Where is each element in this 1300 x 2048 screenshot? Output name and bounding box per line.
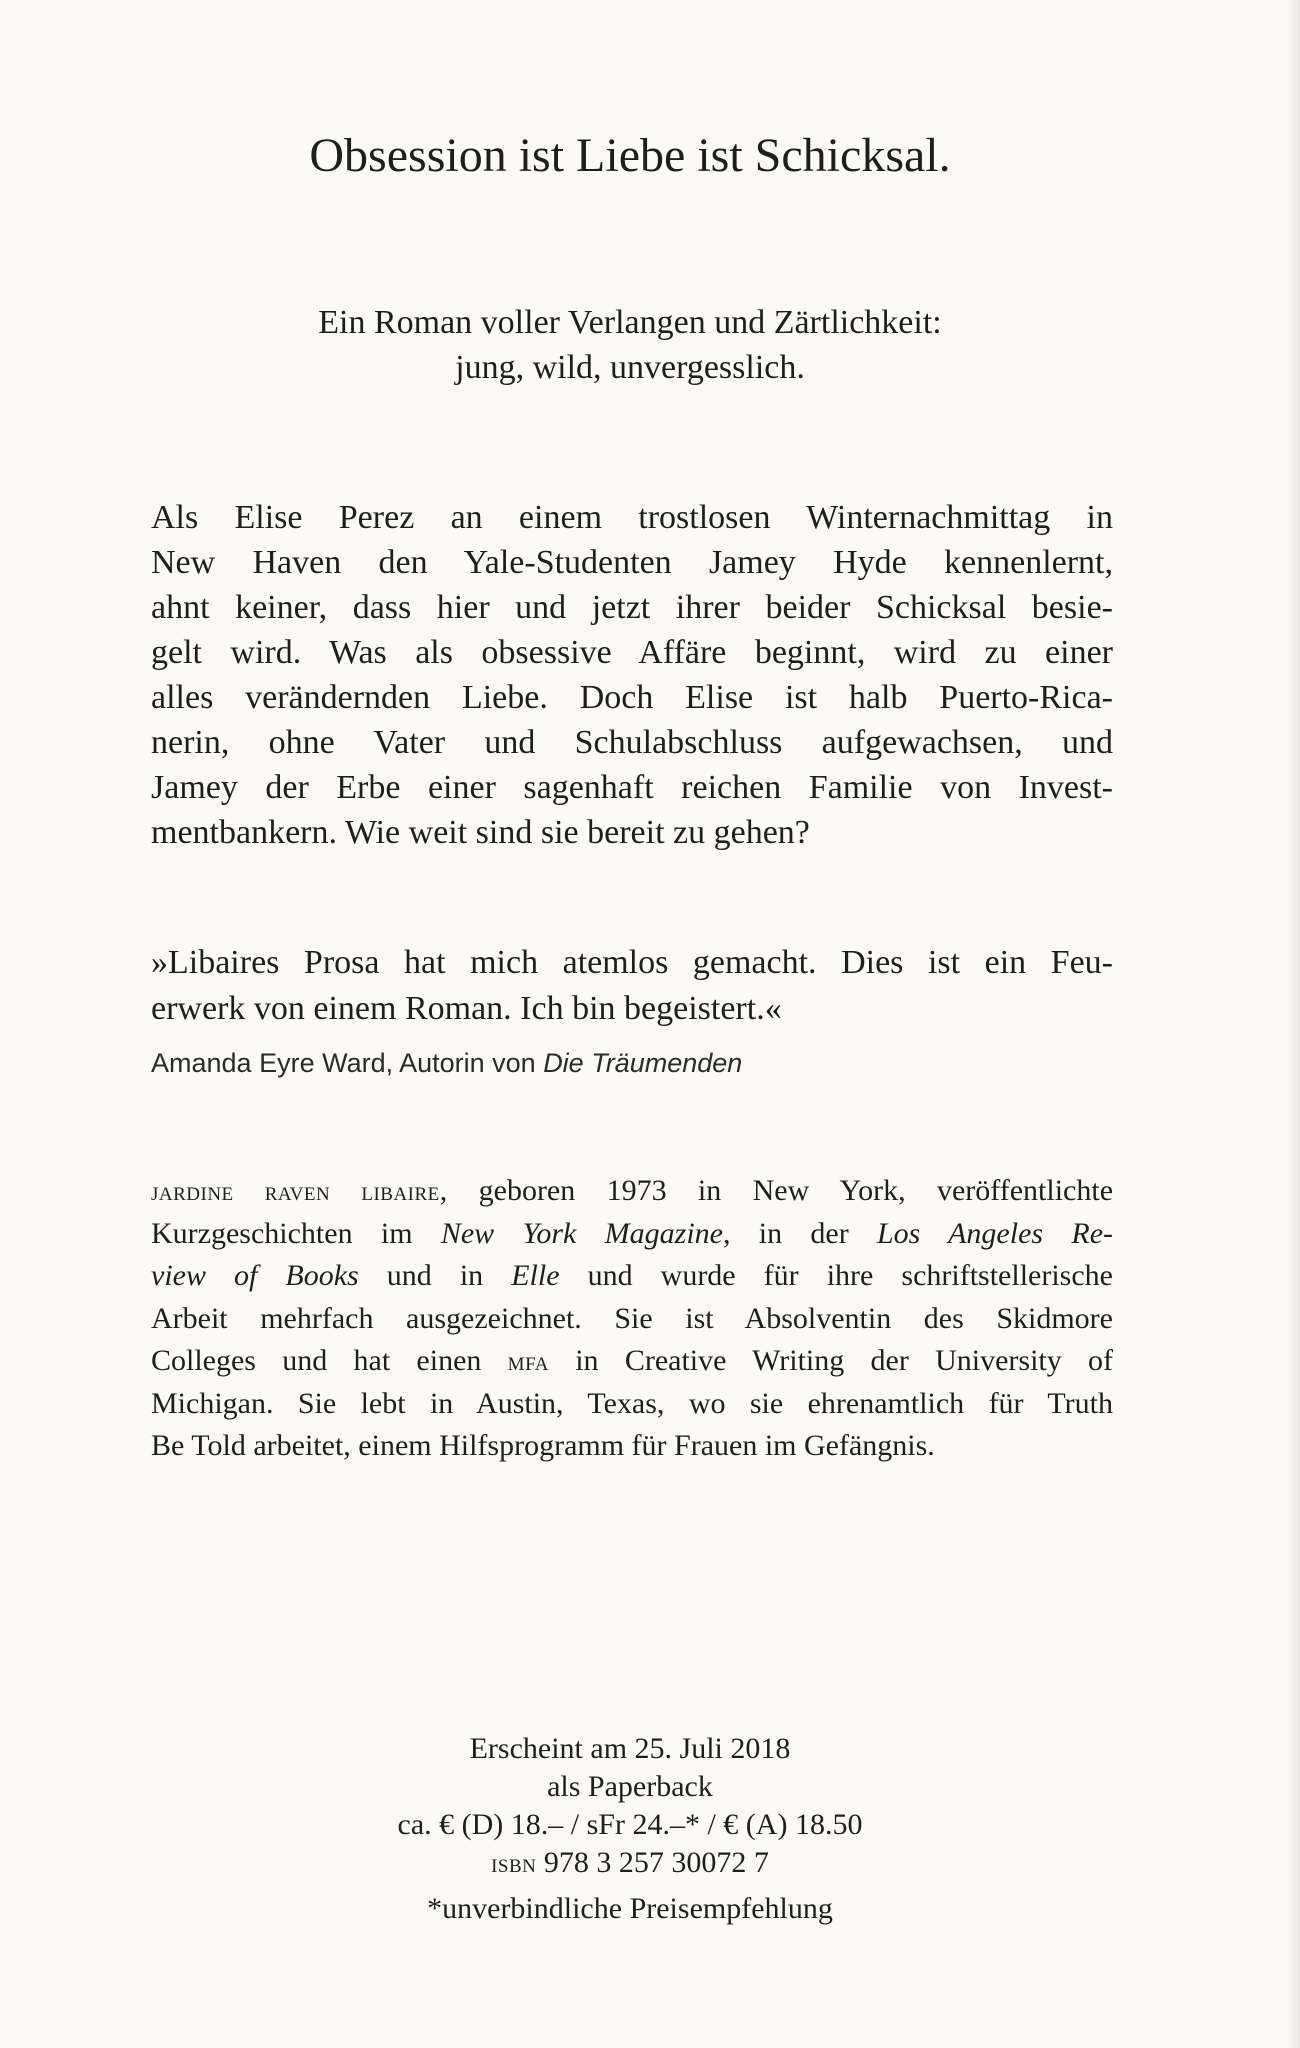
synopsis-line: alles verändernden Liebe. Doch Elise ist halb Puerto-Rica-	[151, 679, 1113, 716]
headline: Obsession ist Liebe ist Schicksal.	[309, 129, 951, 182]
review-quote	[151, 940, 1113, 1032]
format: als Paperback	[547, 1770, 713, 1803]
synopsis-line: New Haven den Yale-Studenten Jamey Hyde kennenlernt,	[151, 544, 1113, 581]
page-edge-shadow	[1286, 0, 1300, 2048]
isbn-number: 978 3 257 30072 7	[536, 1846, 769, 1879]
bio-text: Colleges und hat einen	[151, 1344, 508, 1377]
tagline-line-1: Ein Roman voller Verlangen und Zärtlichkeit:	[318, 304, 942, 341]
bio-line	[151, 1340, 1113, 1383]
bio-line	[151, 1213, 1113, 1256]
degree-abbr: mfa	[507, 1346, 549, 1376]
tagline-line-2: jung, wild, unvergesslich.	[455, 349, 805, 386]
author-name: jardine raven libaire	[151, 1176, 440, 1206]
isbn	[0, 1844, 1260, 1882]
bio-text: , in der	[722, 1216, 877, 1250]
quote-attribution	[151, 1046, 742, 1080]
isbn-label: isbn	[491, 1848, 537, 1878]
synopsis-line: gelt wird. Was als obsessive Affäre beginnt, wird zu einer	[151, 634, 1113, 671]
bio-line	[151, 1255, 1113, 1298]
bio-line	[151, 1170, 1113, 1213]
release-date: Erscheint am 25. Juli 2018	[469, 1732, 791, 1765]
synopsis-line: Jamey der Erbe einer sagenhaft reichen Familie von Invest-	[151, 769, 1113, 806]
quote-line-2: erwerk von einem Roman. Ich bin begeistert.«	[151, 990, 782, 1027]
price-note: *unverbindliche Preisempfehlung	[427, 1892, 833, 1925]
synopsis-line: ahnt keiner, dass hier und jetzt ihrer beider Schicksal besie-	[151, 589, 1113, 626]
attribution-author: Amanda Eyre Ward, Autorin von	[151, 1048, 544, 1078]
magazine-title: view of Books	[151, 1259, 359, 1292]
bio-text: und in	[358, 1259, 512, 1292]
synopsis-line: mentbankern. Wie weit sind sie bereit zu gehen?	[151, 814, 810, 851]
publication-info	[0, 1730, 1260, 1928]
synopsis-line: nerin, ohne Vater und Schulabschluss aufgewachsen, und	[151, 724, 1113, 761]
bio-text: , geboren 1973 in New York, veröffentlichte	[439, 1174, 1114, 1207]
author-bio	[151, 1170, 1113, 1468]
synopsis-line: Als Elise Perez an einem trostlosen Winternachmittag in	[151, 499, 1113, 536]
magazine-title: Los Angeles Re-	[877, 1216, 1113, 1250]
synopsis-paragraph	[151, 495, 1113, 855]
quote-line-1: »Libaires Prosa hat mich atemlos gemacht. Dies ist ein Feu-	[151, 944, 1113, 981]
bio-text: in Creative Writing der University of	[548, 1344, 1114, 1377]
bio-line: Be Told arbeitet, einem Hilfsprogramm für Frauen im Gefängnis.	[151, 1429, 935, 1462]
bio-line: Michigan. Sie lebt in Austin, Texas, wo sie ehrenamtlich für Truth	[151, 1386, 1113, 1420]
attribution-book-title: Die Träumenden	[543, 1048, 743, 1078]
magazine-title: New York Magazine	[440, 1216, 723, 1250]
bio-line: Arbeit mehrfach ausgezeichnet. Sie ist Absolventin des Skidmore	[151, 1301, 1113, 1335]
bio-text: und wurde für ihre schriftstellerische	[559, 1259, 1113, 1292]
bio-text: Kurzgeschichten im	[151, 1216, 441, 1250]
tagline	[0, 300, 1260, 390]
price: ca. € (D) 18.– / sFr 24.–* / € (A) 18.50	[397, 1808, 863, 1841]
magazine-title: Elle	[511, 1259, 560, 1292]
